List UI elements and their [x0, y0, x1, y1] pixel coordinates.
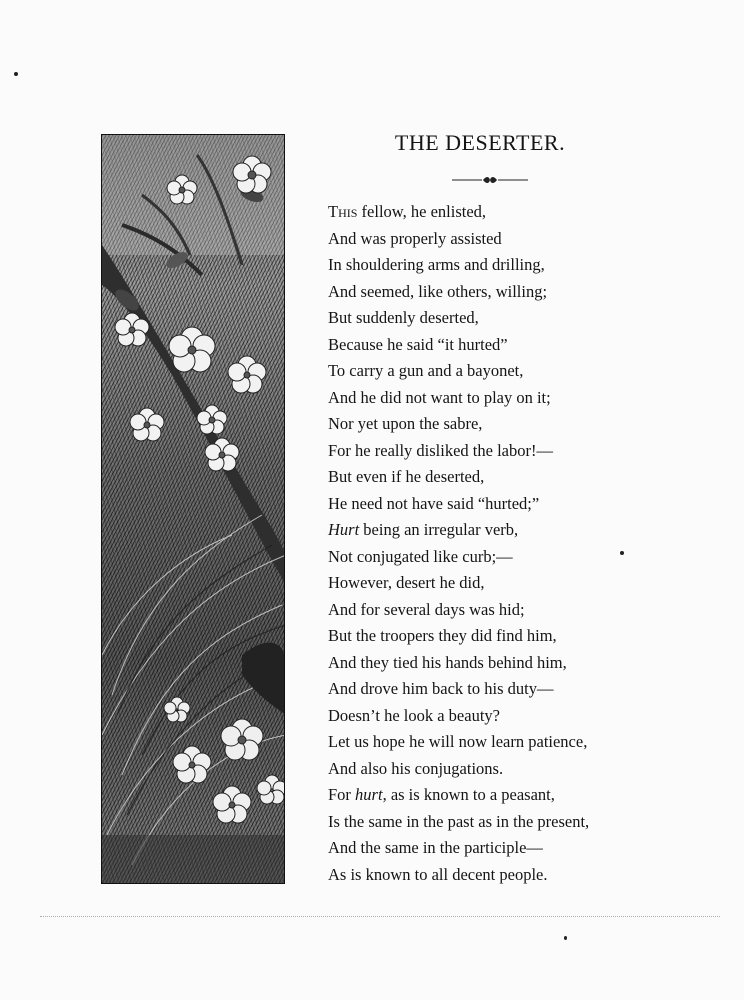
- poem-body: [328, 199, 589, 888]
- poem-line: [328, 358, 589, 385]
- poem-line-text: But the troopers they did find him,: [328, 626, 557, 645]
- poem-line-emphasis: hurt: [355, 785, 383, 804]
- poem-line-lead: This: [328, 202, 358, 221]
- ink-speck: [620, 551, 624, 555]
- poem-line: [328, 809, 589, 836]
- poem-line-text: being an irregular verb,: [359, 520, 519, 539]
- poem-line: [328, 597, 589, 624]
- poem-line-text: To carry a gun and a bayonet,: [328, 361, 524, 380]
- poem-line: [328, 570, 589, 597]
- poem-line-text: And also his conjugations.: [328, 758, 504, 778]
- poem-line-text: But even if he deserted,: [328, 467, 485, 486]
- poem-line-text: And they tied his hands behind him,: [328, 652, 567, 672]
- poem-line: [328, 544, 589, 571]
- page-divider: [40, 916, 720, 917]
- poem-line: [328, 279, 589, 306]
- poem-line-text: Because he said “it hurted”: [328, 334, 508, 354]
- poem-line-text: As is known to all decent people.: [328, 864, 548, 884]
- poem-line-text: However, desert he did,: [328, 573, 485, 592]
- poem-line-text: Doesn’t he look a beauty?: [328, 705, 500, 725]
- poem-line: [328, 782, 589, 809]
- poem-line: [328, 756, 589, 783]
- poem-line-text: For: [328, 785, 356, 804]
- poem-line: [328, 226, 589, 253]
- poem-line: [328, 650, 589, 677]
- poem-line: [328, 438, 589, 465]
- poem-line-text: And seemed, like others, willing;: [328, 281, 548, 301]
- poem-line: [328, 623, 589, 650]
- poem-line-text: He need not have said “hurted;”: [328, 493, 540, 513]
- ornamental-rule-icon: [452, 175, 528, 185]
- poem-line: [328, 862, 589, 889]
- poem-line-text: And he did not want to play on it;: [328, 387, 551, 407]
- poem-line: [328, 729, 589, 756]
- poem-line-text: Let us hope he will now learn patience,: [328, 732, 588, 751]
- poem-line-text: And drove him back to his duty—: [328, 679, 554, 698]
- poem-line: [328, 676, 589, 703]
- poem-line-text: Not conjugated like curb;—: [328, 546, 513, 566]
- poem-line-text: , as is known to a peasant,: [382, 785, 555, 804]
- poem-line-text: And was properly assisted: [328, 228, 502, 248]
- poem-title: THE DESERTER.: [394, 130, 566, 155]
- poem-line: [328, 411, 589, 438]
- poem-line: [328, 464, 589, 491]
- poem-line: [328, 199, 589, 226]
- ink-speck: [14, 72, 18, 76]
- poem-line-text: In shouldering arms and drilling,: [328, 255, 545, 274]
- poem-line: [328, 252, 589, 279]
- poem-line-text: Nor yet upon the sabre,: [328, 414, 483, 433]
- poem-line-text: And the same in the participle—: [328, 838, 543, 857]
- poem-line-text: fellow, he enlisted,: [357, 202, 487, 221]
- poem-line: [328, 491, 589, 518]
- poem-line-text: And for several days was hid;: [328, 599, 525, 619]
- blossom-branch-engraving-icon: [101, 134, 285, 884]
- poem-line: [328, 332, 589, 359]
- poem-line: [328, 835, 589, 862]
- poem-line: [328, 385, 589, 412]
- poem-line: [328, 703, 589, 730]
- poem-line: [328, 305, 589, 332]
- ink-speck: [564, 936, 567, 940]
- poem-line-lead: Hurt: [328, 520, 360, 539]
- poem-line-text: But suddenly deserted,: [328, 308, 479, 327]
- poem-line-text: Is the same in the past as in the present,: [328, 811, 590, 831]
- poem-line-text: For he really disliked the labor!—: [328, 440, 553, 460]
- poem-line: [328, 517, 589, 544]
